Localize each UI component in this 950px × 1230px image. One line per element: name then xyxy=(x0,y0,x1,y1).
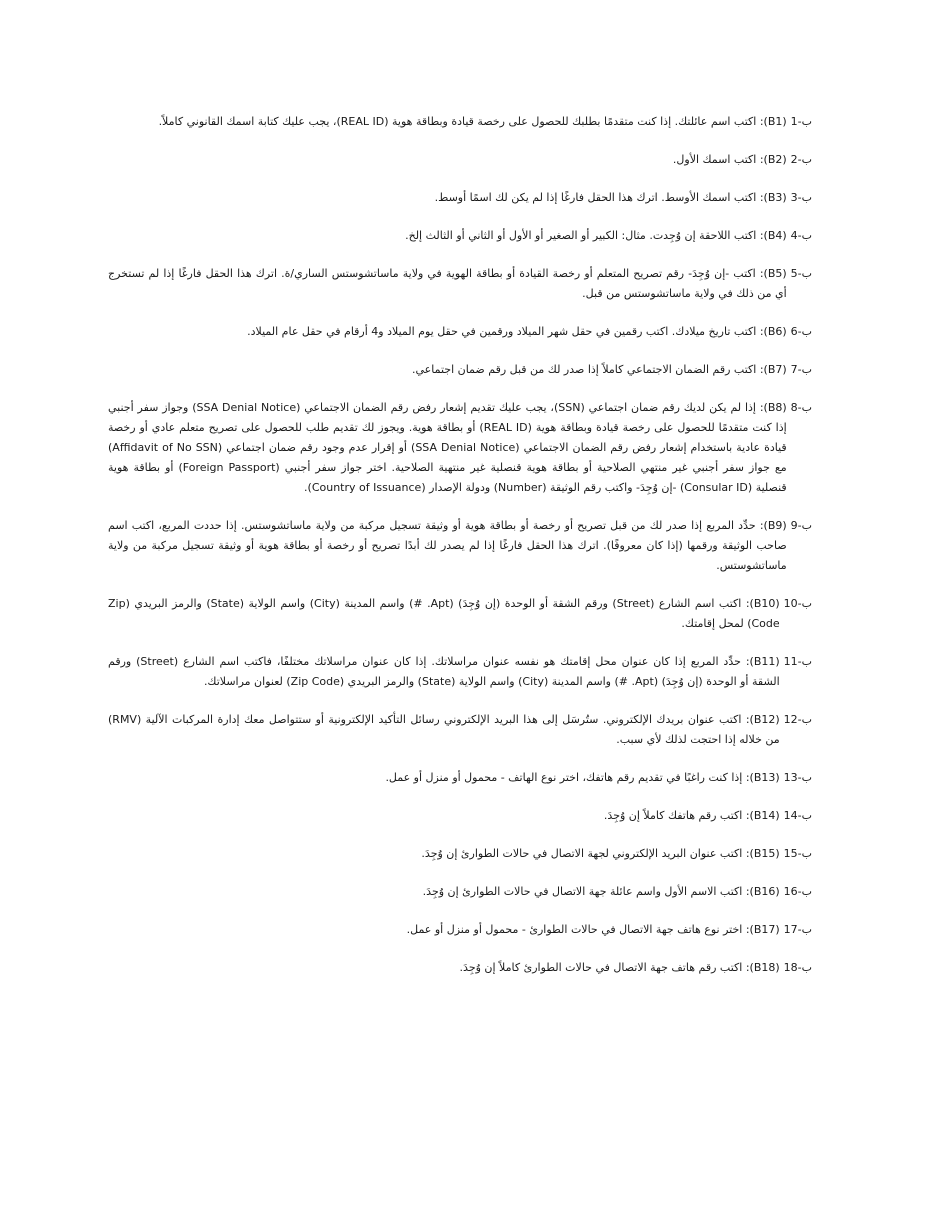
item-number: ب-15 xyxy=(783,847,812,860)
instruction-item-b5 xyxy=(108,264,812,304)
item-text: (B4): اكتب اللاحقة إن وُجِدت. مثال: الكبير أو الصغير أو الأول أو الثاني أو الثالث إلخ. xyxy=(405,229,787,242)
item-text: (B14): اكتب رقم هاتفك كاملاً إن وُجِدَ. xyxy=(603,809,780,822)
instruction-item-b1 xyxy=(108,112,812,132)
instruction-item-b14 xyxy=(108,806,812,826)
instruction-item-b10 xyxy=(108,594,812,634)
item-number: ب-7 xyxy=(790,363,812,376)
item-text: (B9): حدِّد المربع إذا صدر لك من قبل تصريح أو رخصة أو بطاقة هوية أو وثيقة تسجيل مركبة من ولاية ماساتشوستس. إذا حددت المربع، اكتب اسم صاحب الوثيقة ورقمها (إذا كان معروفًا). اترك هذا الحقل فارغًا إذا لم يصدر لك أبدًا تصريح أو رخصة أو بطاقة هوية أو وثيقة تسجيل مركبة من ولاية ماساتشوستس. xyxy=(108,519,787,572)
item-text: (B1): اكتب اسم عائلتك. إذا كنت متقدمًا بطلبك للحصول على رخصة قيادة وبطاقة هوية (REAL ID)، يجب عليك كتابة اسمك القانوني كاملاً. xyxy=(158,115,787,128)
item-text: (B6): اكتب تاريخ ميلادك. اكتب رقمين في حقل شهر الميلاد ورقمين في حقل يوم الميلاد و4 أرقام في حقل عام الميلاد. xyxy=(247,325,787,338)
item-number: ب-10 xyxy=(783,597,812,610)
item-text: (B17): اختر نوع هاتف جهة الاتصال في حالات الطوارئ - محمول أو منزل أو عمل. xyxy=(406,923,780,936)
item-number: ب-6 xyxy=(790,325,812,338)
instruction-item-b11 xyxy=(108,652,812,692)
instruction-item-b13 xyxy=(108,768,812,788)
instruction-item-b15 xyxy=(108,844,812,864)
instruction-item-b12 xyxy=(108,710,812,750)
instruction-item-b8 xyxy=(108,398,812,498)
item-text: (B11): حدِّد المربع إذا كان عنوان محل إقامتك هو نفسه عنوان مراسلاتك. إذا كان عنوان مراسلاتك مختلفًا، فاكتب اسم الشارع (Street) ورقم الشقة أو الوحدة (إن وُجِدَ) (Apt. #) واسم المدينة (City) واسم الولاية (State) والرمز البريدي (Zip Code) لعنوان مراسلاتك. xyxy=(108,655,780,688)
instruction-item-b16 xyxy=(108,882,812,902)
item-number: ب-17 xyxy=(783,923,812,936)
item-number: ب-12 xyxy=(783,713,812,726)
item-text: (B12): اكتب عنوان بريدك الإلكتروني. ستُرسَل إلى هذا البريد الإلكتروني رسائل التأكيد الإلكترونية أو ستتواصل معك إدارة المركبات الآلية (RMV) من خلاله إذا احتجت لذلك لأي سبب. xyxy=(108,713,780,746)
item-number: ب-1 xyxy=(790,115,812,128)
item-number: ب-2 xyxy=(790,153,812,166)
item-number: ب-8 xyxy=(790,401,812,414)
item-text: (B16): اكتب الاسم الأول واسم عائلة جهة الاتصال في حالات الطوارئ إن وُجِدَ. xyxy=(422,885,780,898)
instruction-item-b7 xyxy=(108,360,812,380)
item-text: (B5): اكتب -إن وُجِدَ- رقم تصريح المتعلم أو رخصة القيادة أو بطاقة الهوية في ولاية ماساتشوستس الساري/ة. اترك هذا الحقل فارغًا إذا لم تستخرج أي من ذلك في ولاية ماساتشوستس من قبل. xyxy=(108,267,787,300)
item-number: ب-11 xyxy=(783,655,812,668)
item-number: ب-18 xyxy=(783,961,812,974)
instruction-item-b18 xyxy=(108,958,812,978)
item-number: ب-14 xyxy=(783,809,812,822)
item-text: (B10): اكتب اسم الشارع (Street) ورقم الشقة أو الوحدة (إن وُجِدَ) (Apt. #) واسم المدينة (City) واسم الولاية (State) والرمز البريدي (Zip Code) لمحل إقامتك. xyxy=(108,597,780,630)
item-number: ب-3 xyxy=(790,191,812,204)
item-text: (B13): إذا كنت راغبًا في تقديم رقم هاتفك، اختر نوع الهاتف - محمول أو منزل أو عمل. xyxy=(385,771,780,784)
item-text: (B2): اكتب اسمك الأول. xyxy=(672,153,787,166)
item-text: (B15): اكتب عنوان البريد الإلكتروني لجهة الاتصال في حالات الطوارئ إن وُجِدَ. xyxy=(421,847,780,860)
instruction-item-b4 xyxy=(108,226,812,246)
item-number: ب-16 xyxy=(783,885,812,898)
instructions-document xyxy=(108,112,812,996)
item-text: (B8): إذا لم يكن لديك رقم ضمان اجتماعي (SSN)، يجب عليك تقديم إشعار رفض رقم الضمان الاجتماعي (SSA Denial Notice) وجواز سفر أجنبي إذا كنت متقدمًا للحصول على رخصة قيادة وبطاقة هوية (REAL ID) أو بطاقة هوية. ويجوز لك تقديم طلب للحصول على تصريح متعلم عادي أو رخصة قيادة عادية باستخدام إشعار رفض رقم الضمان الاجتماعي (SSA Denial Notice) أو إقرار عدم وجود رقم ضمان اجتماعي (Affidavit of No SSN) مع جواز سفر أجنبي غير منتهي الصلاحية أو بطاقة هوية قنصلية غير منتهية الصلاحية. اختر جواز سفر أجنبي (Foreign Passport) أو بطاقة هوية قنصلية (Consular ID) -إن وُجِدَ- واكتب رقم الوثيقة (Number) ودولة الإصدار (Country of Issuance). xyxy=(108,401,787,494)
item-number: ب-5 xyxy=(790,267,812,280)
item-text: (B7): اكتب رقم الضمان الاجتماعي كاملاً إذا صدر لك من قبل رقم ضمان اجتماعي. xyxy=(412,363,787,376)
instruction-item-b6 xyxy=(108,322,812,342)
instruction-item-b3 xyxy=(108,188,812,208)
instruction-item-b17 xyxy=(108,920,812,940)
item-number: ب-13 xyxy=(783,771,812,784)
item-text: (B18): اكتب رقم هاتف جهة الاتصال في حالات الطوارئ كاملاً إن وُجِدَ. xyxy=(459,961,780,974)
item-text: (B3): اكتب اسمك الأوسط. اترك هذا الحقل فارغًا إذا لم يكن لك اسمًا أوسط. xyxy=(434,191,787,204)
instruction-item-b9 xyxy=(108,516,812,576)
item-number: ب-4 xyxy=(790,229,812,242)
instruction-item-b2 xyxy=(108,150,812,170)
item-number: ب-9 xyxy=(790,519,812,532)
